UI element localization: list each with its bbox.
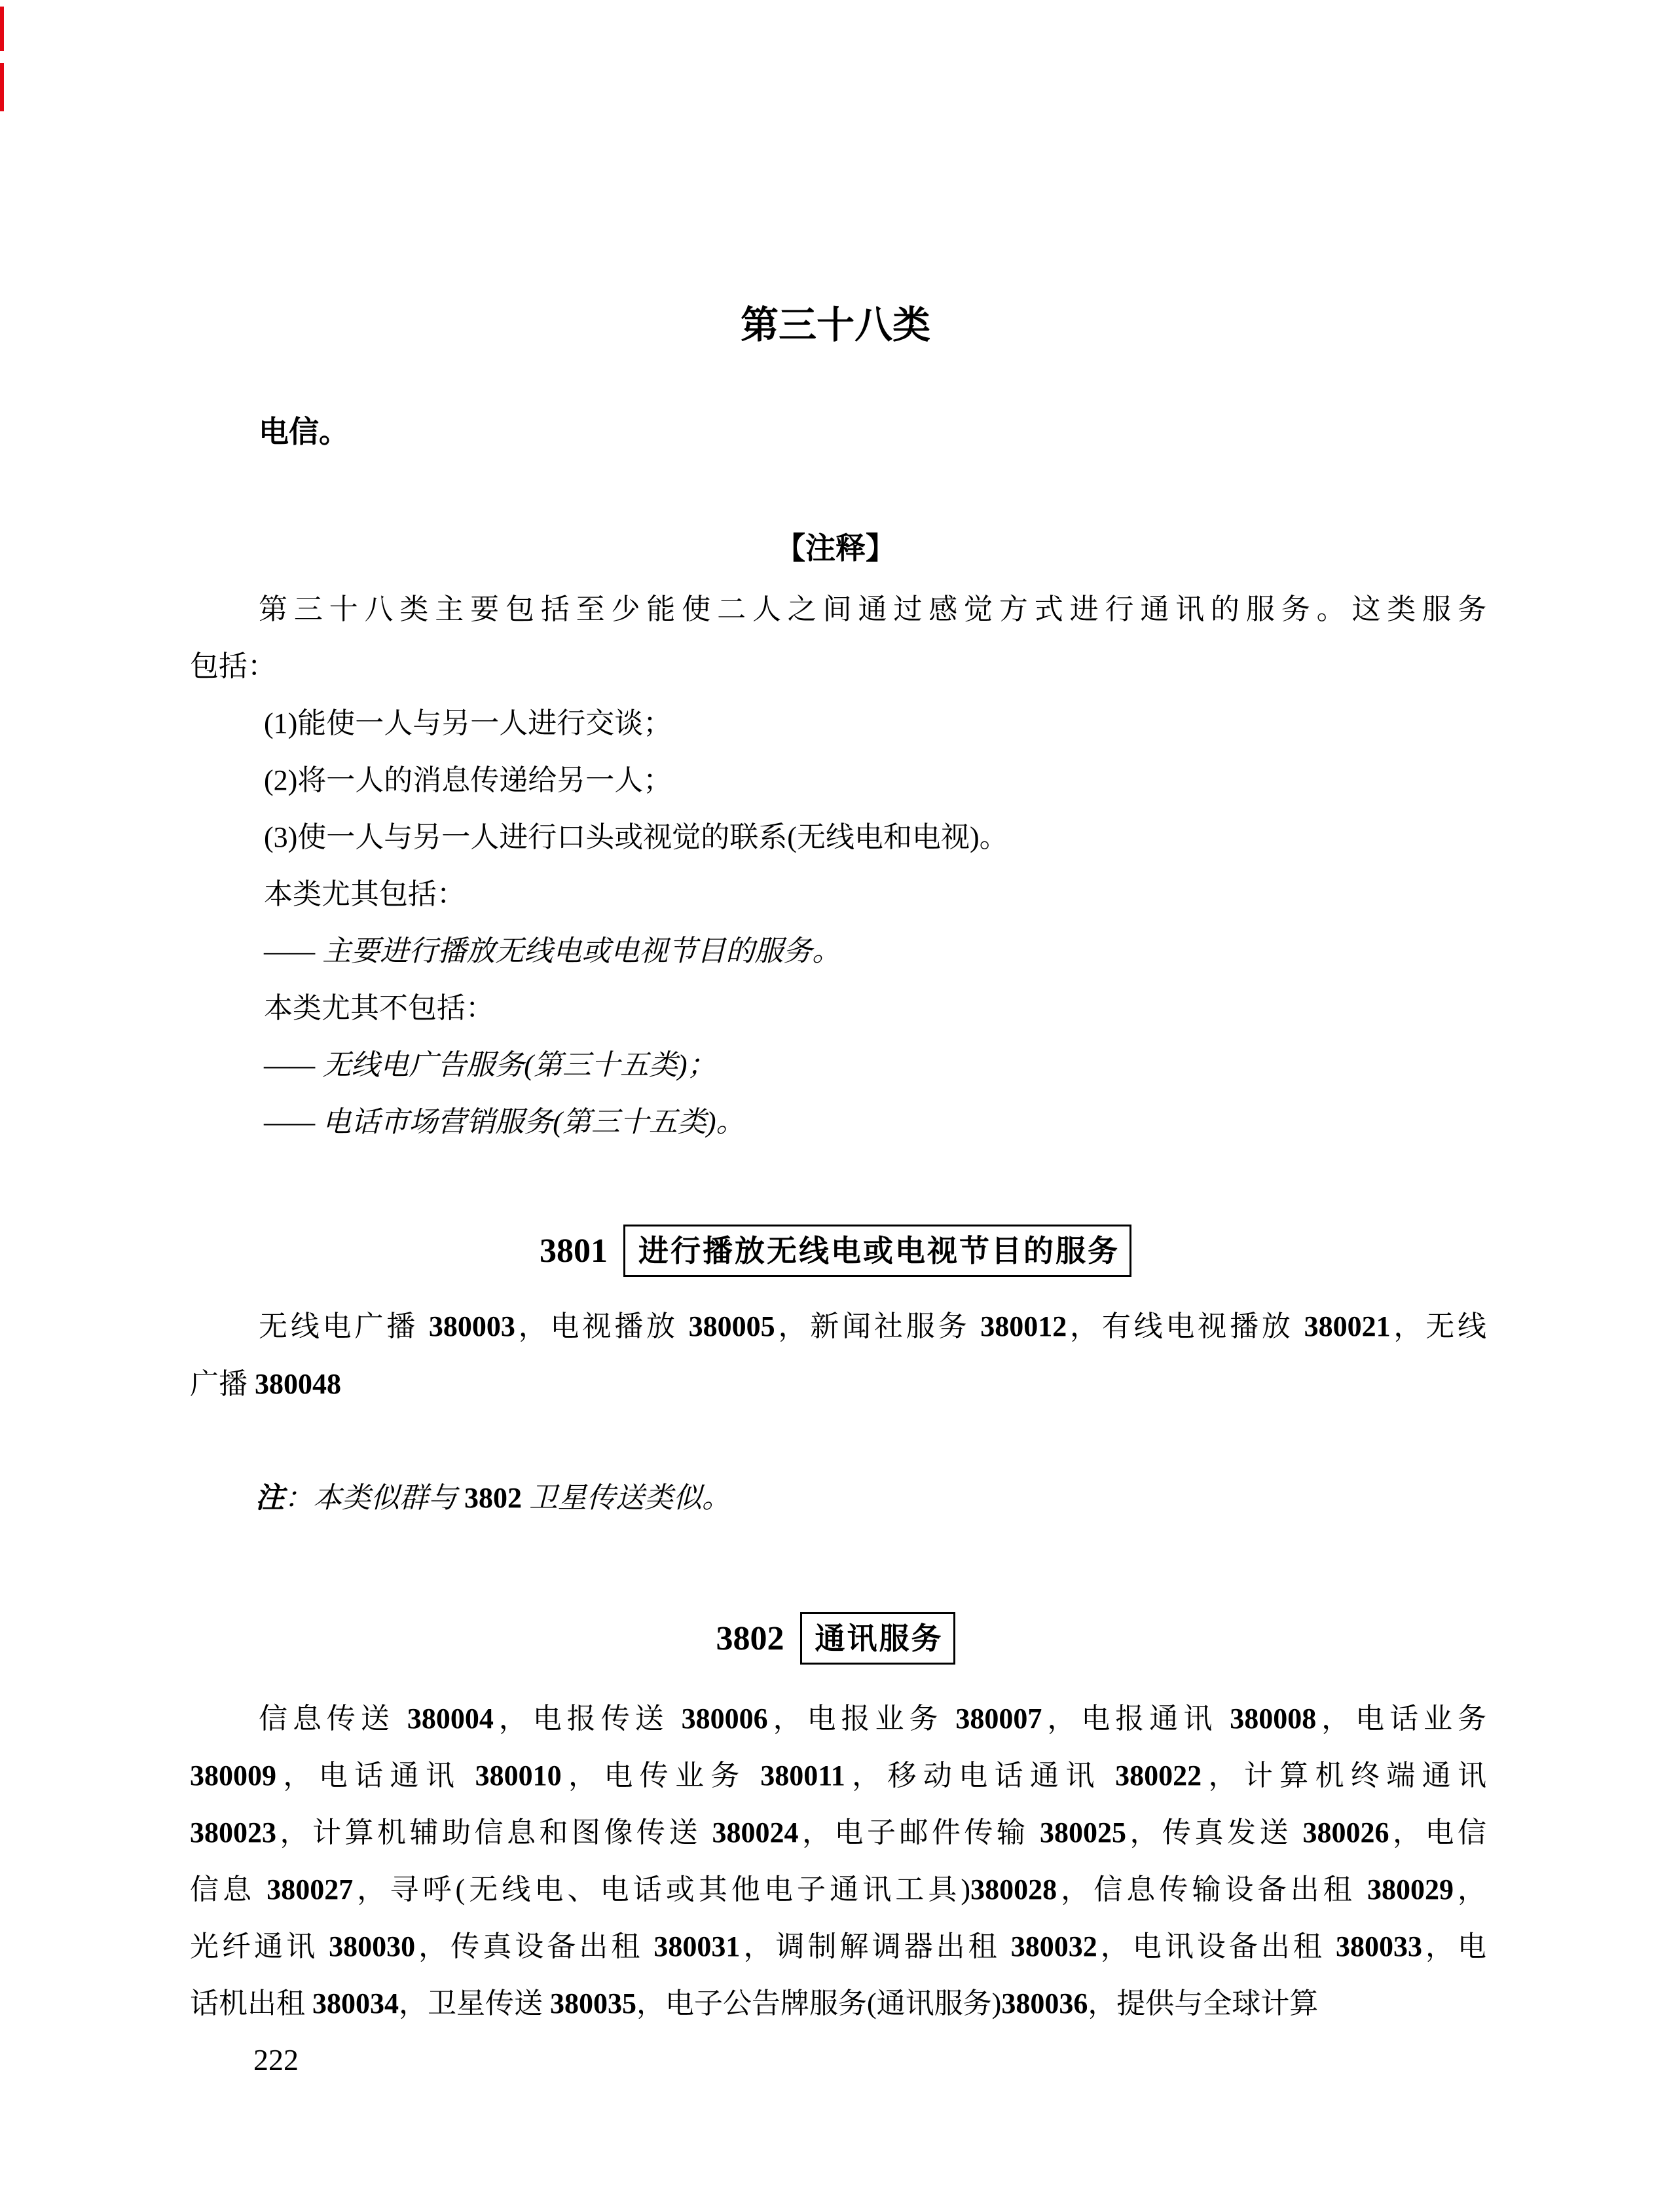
notes-header: 【注释】 — [775, 531, 896, 565]
section-heading-3801 — [0, 1223, 1671, 1278]
paragraph-line: 光纤通讯 380030，传真设备出租 380031，调制解调器出租 380032，电讯设备出租 380033，电 — [190, 1930, 1487, 1963]
section-heading-box: 通讯服务 — [800, 1612, 955, 1665]
section-heading-box: 进行播放无线电或电视节目的服务 — [623, 1225, 1131, 1277]
section-code: 3802 — [716, 1619, 784, 1657]
notes-body — [190, 581, 1486, 1151]
excludes-item-2: —— 电话市场营销服务(第三十五类)。 — [264, 1106, 745, 1138]
excludes-label: 本类尤其不包括： — [264, 992, 494, 1024]
paragraph-line: 信息传送 380004，电报传送 380006，电报业务 380007，电报通讯 380008，电话业务 — [259, 1703, 1487, 1735]
excludes-item-1: —— 无线电广告服务(第三十五类)； — [264, 1049, 716, 1081]
paragraph-line: 广播 380048 — [190, 1368, 341, 1400]
includes-label: 本类尤其包括： — [264, 878, 466, 910]
notes-intro-line-1: 第三十八类主要包括至少能使二人之间通过感觉方式进行通讯的服务。这类服务 — [259, 593, 1486, 625]
page-number: 222 — [253, 2043, 299, 2076]
notes-item-3: (3)使一人与另一人进行口头或视觉的联系(无线电和电视)。 — [264, 821, 1008, 853]
paragraph-line: 信息 380027，寻呼(无线电、电话或其他电子通讯工具)380028，信息传输设备出租 380029， — [190, 1873, 1487, 1906]
page-title: 第三十八类 — [740, 304, 930, 346]
paragraph-line: 380023，计算机辅助信息和图像传送 380024，电子邮件传输 380025，传真发送 380026，电信 — [190, 1816, 1486, 1849]
section-note: 注：本类似群与 3802 卫星传送类似。 — [255, 1482, 731, 1514]
includes-item: —— 主要进行播放无线电或电视节目的服务。 — [264, 935, 841, 967]
notes-item-1: (1)能使一人与另一人进行交谈； — [264, 707, 672, 739]
class-name: 电信。 — [259, 415, 349, 449]
section-paragraph-3801 — [190, 1298, 1486, 1413]
section-code: 3801 — [540, 1232, 608, 1270]
paragraph-line: 话机出租 380034，卫星传送 380035，电子公告牌服务(通讯服务)380036，提供与全球计算 — [190, 1987, 1319, 2019]
section-heading-3802 — [0, 1611, 1671, 1666]
red-scan-mark-icon — [0, 7, 4, 51]
red-scan-mark-icon — [0, 63, 4, 111]
notes-intro-line-2: 包括： — [190, 650, 276, 682]
paragraph-line: 380009，电话通讯 380010，电传业务 380011，移动电话通讯 380022，计算机终端通讯 — [190, 1760, 1487, 1792]
notes-item-2: (2)将一人的消息传递给另一人； — [264, 764, 672, 796]
section-paragraph-3802 — [190, 1690, 1486, 2032]
paragraph-line: 无线电广播 380003，电视播放 380005，新闻社服务 380012，有线电视播放 380021，无线 — [259, 1310, 1487, 1342]
